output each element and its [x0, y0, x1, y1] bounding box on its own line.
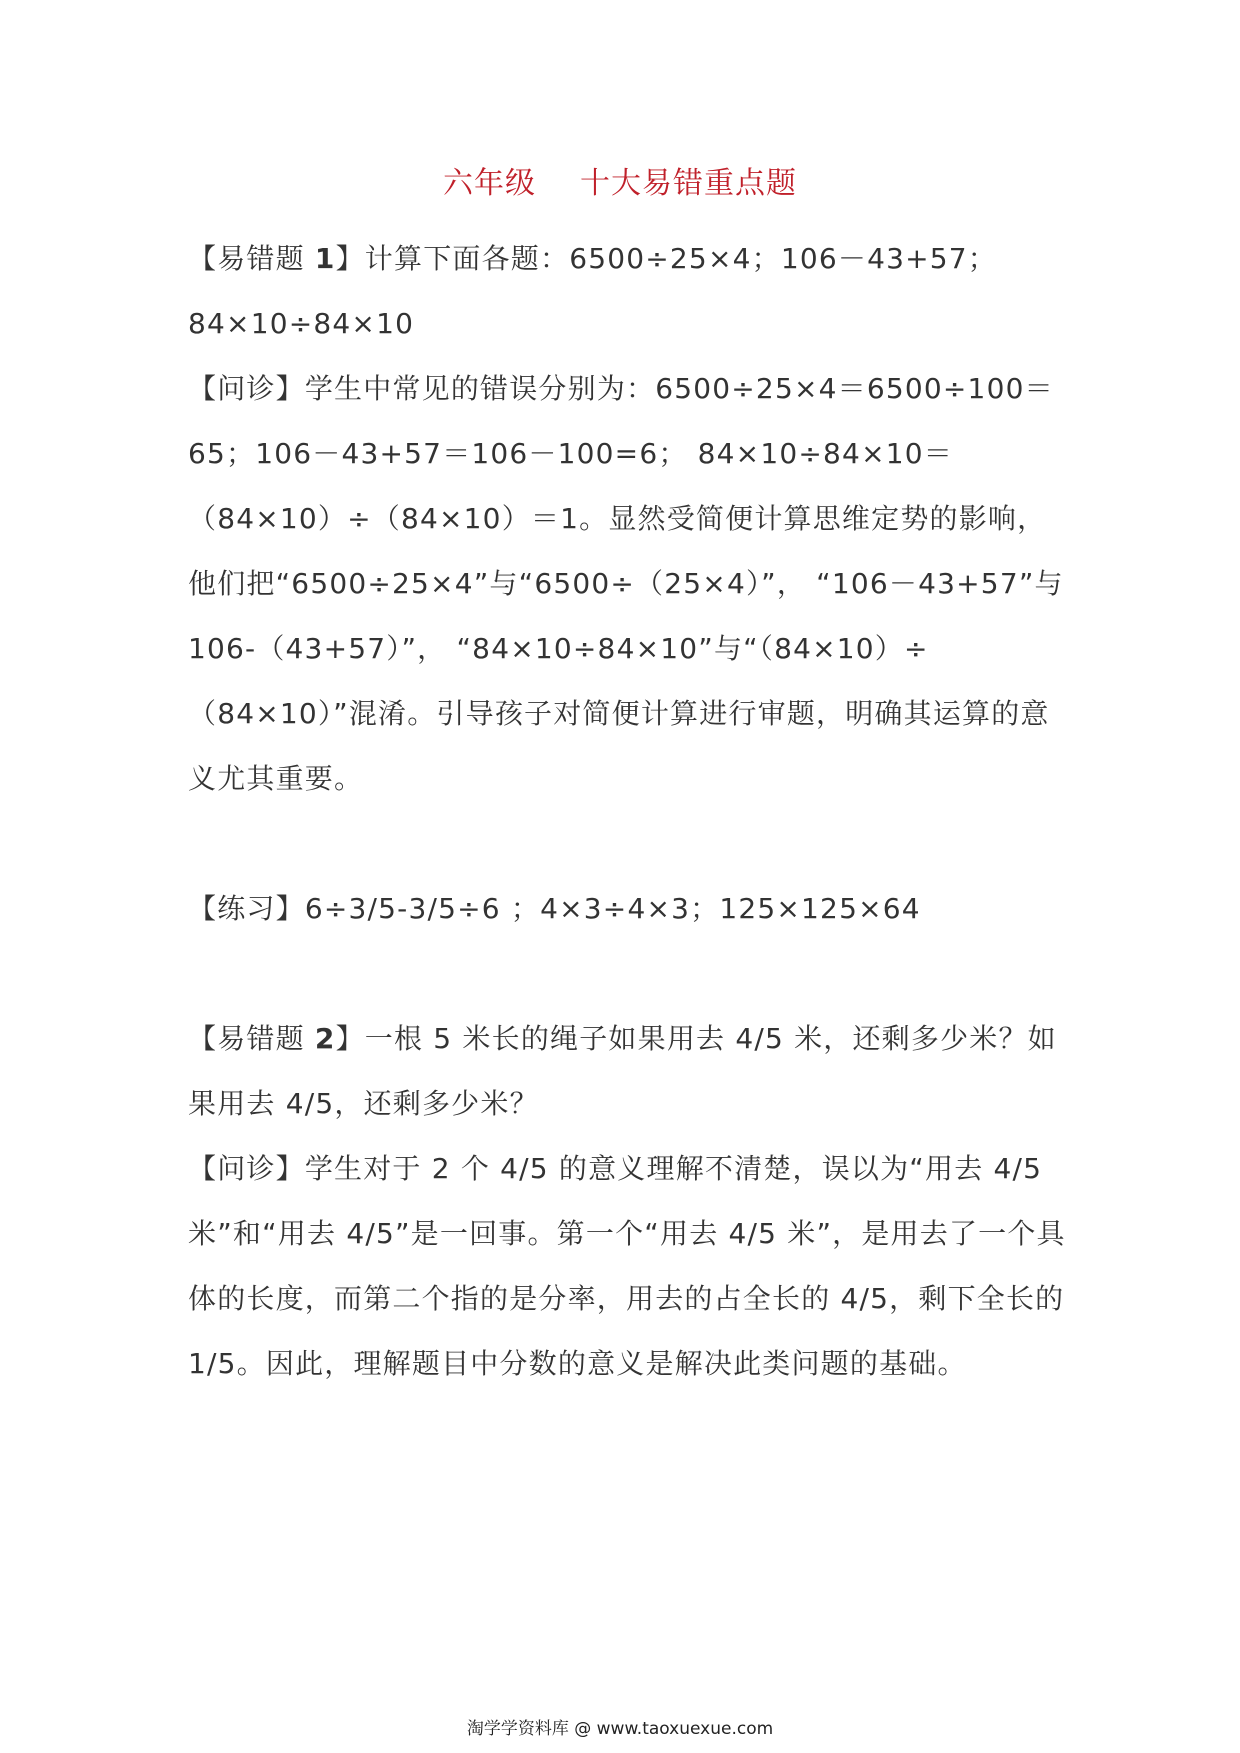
question-1-number: 1: [314, 242, 336, 275]
practice-label: 【练习】: [188, 892, 305, 925]
question-2-text: 一根 5 米长的绳子如果用去 4/5 米，还剩多少米？如果用去 4/5，还剩多少米？: [188, 1022, 1057, 1120]
question-1-label-open: 【易错题: [188, 242, 315, 275]
page-footer: 淘学学资料库 @ www.taoxuexue.com: [466, 1719, 774, 1739]
page-title: [0, 158, 1240, 202]
section-spacer: [188, 811, 1068, 876]
practice-text: 6÷3/5-3/5÷6 ；4×3÷4×3；125×125×64: [304, 892, 921, 925]
question-2-label-close: 】: [335, 1022, 365, 1055]
question-1-diagnosis-text: 学生中常见的错误分别为：6500÷25×4＝6500÷100＝65；106－43+57＝106－100=6； 84×10÷84×10＝（84×10）÷（84×10）＝1。显然受简便计算思维定势的影响，他们把“6500÷25×4”与“6500÷（25×4）”， “106－43+57”与 106-（43+57）”， “84×10÷84×10”与“（84×10）÷（84×10）”混淆。引导孩子对简便计算进行审题，明确其运算的意义尤其重要。: [188, 372, 1064, 795]
question-2-label-open: 【易错题: [188, 1022, 315, 1055]
question-1-label-close: 】: [335, 242, 365, 275]
question-1-diagnosis-label: 【问诊】: [188, 372, 305, 405]
question-1-text: 计算下面各题：6500÷25×4；106－43+57；84×10÷84×10: [188, 242, 997, 340]
question-1-diagnosis: [188, 356, 1068, 811]
title-grade: 六年级: [443, 166, 536, 201]
section-spacer: [188, 941, 1068, 1006]
practice: [188, 876, 1068, 941]
question-2-diagnosis-label: 【问诊】: [188, 1152, 305, 1185]
question-2: [188, 1006, 1068, 1136]
document-body: [188, 226, 1068, 1396]
question-1: [188, 226, 1068, 356]
question-2-diagnosis: [188, 1136, 1068, 1396]
question-2-number: 2: [314, 1022, 336, 1055]
title-topic: 十大易错重点题: [580, 166, 797, 201]
question-2-diagnosis-text: 学生对于 2 个 4/5 的意义理解不清楚，误以为“用去 4/5 米”和“用去 4/5”是一回事。第一个“用去 4/5 米”，是用去了一个具体的长度，而第二个指的是分率，用去的占全长的 4/5，剩下全长的 1/5。因此，理解题目中分数的意义是解决此类问题的基础。: [188, 1152, 1066, 1380]
